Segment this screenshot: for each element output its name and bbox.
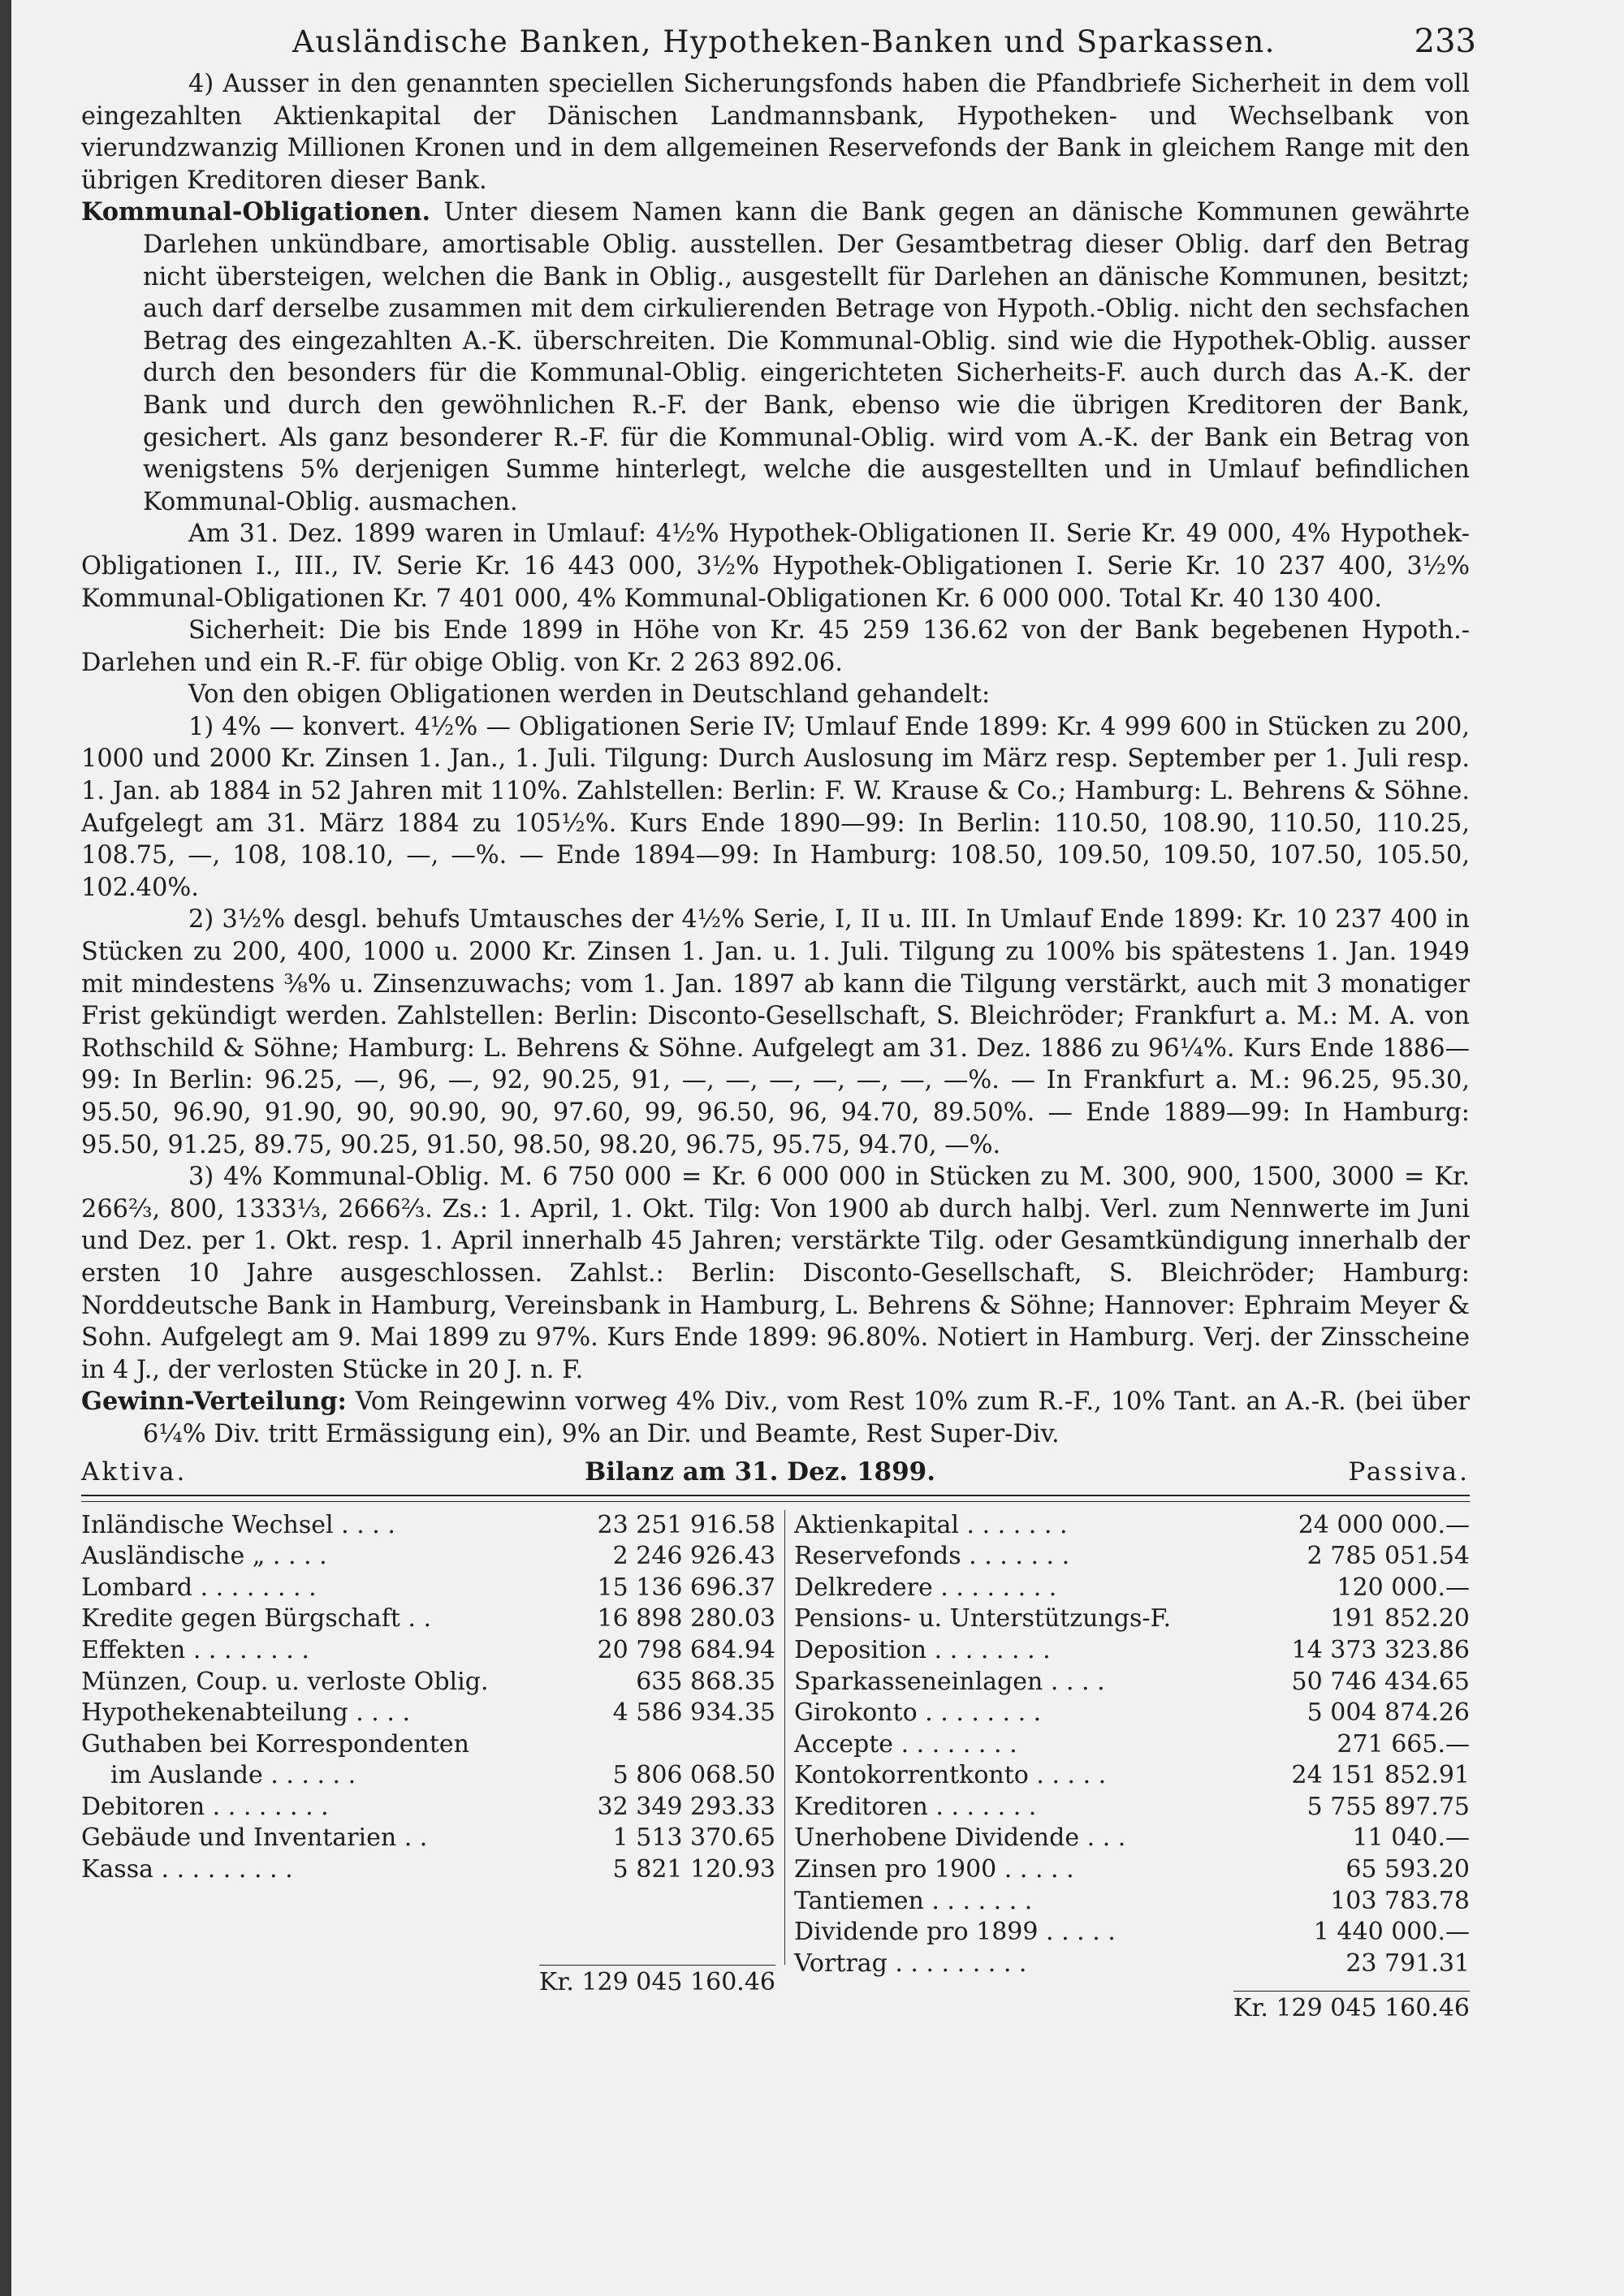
row-label: Hypothekenabteilung . . . . (81, 1698, 410, 1728)
row-label: Guthaben bei Korrespondenten (81, 1729, 469, 1759)
aktiva-heading: Aktiva. (81, 1457, 188, 1487)
row-value: 14 373 323.86 (1291, 1635, 1470, 1664)
table-row (794, 1541, 1470, 1573)
row-value: 20 798 684.94 (597, 1635, 775, 1664)
row-value: 5 806 068.50 (612, 1761, 775, 1790)
gewinn-text: Vom Reingewinn vorweg 4% Div., vom Rest 10% zum R.-F., 10% Tant. an A.-R. (bei über 6¼% Div. tritt Ermässigung ein), 9% an Dir. und Beamte, Rest Super-Div. (143, 1388, 1470, 1448)
paragraph-security: Sicherheit: Die bis Ende 1899 in Höhe von Kr. 45 259 136.62 von der Bank begebenen Hypoth.-Darlehen und ein R.-F. für obige Oblig. von Kr. 2 263 892.06. (81, 616, 1470, 677)
table-row (81, 1792, 775, 1823)
section-label-kommunal: Kommunal-Obligationen. (81, 197, 431, 227)
table-row (794, 1792, 1470, 1823)
row-label: Zinsen pro 1900 . . . . . (794, 1855, 1074, 1884)
row-value: 16 898 280.03 (597, 1604, 775, 1634)
paragraph-series-iv: 1) 4% — konvert. 4½% — Obligationen Serie IV; Umlauf Ende 1899: Kr. 4 999 600 in Stücken zu 200, 1000 und 2000 Kr. Zinsen 1. Jan., 1. Juli. Tilgung: Durch Auslosung im März resp. September per 1. Juli resp. 1. Jan. ab 1884 in 52 Jahren mit 110%. Zahlstellen: Berlin: F. W. Krause & Co.; Hamburg: L. Behrens & Söhne. Aufgelegt am 31. März 1884 zu 105½%. Kurs Ende 1890—99: In Berlin: 110.50, 108.90, 110.50, 110.25, 108.75, —, 108, 108.10, —, —%. — Ende 1894—99: In Hamburg: 108.50, 109.50, 109.50, 107.50, 105.50, 102.40%. (81, 712, 1470, 902)
row-value: 23 791.31 (1345, 1949, 1470, 1978)
row-label: Unerhobene Dividende . . . (794, 1823, 1126, 1853)
aktiva-column (81, 1510, 775, 1996)
balance-double-rule (81, 1495, 1470, 1502)
table-row (81, 1760, 775, 1792)
row-label: Girokonto . . . . . . . . (794, 1698, 1042, 1728)
row-value: 271 665.— (1337, 1729, 1470, 1759)
row-label: Dividende pro 1899 . . . . . (794, 1918, 1116, 1947)
row-label: Reservefonds . . . . . . . (794, 1542, 1070, 1571)
row-label: Kassa . . . . . . . . . (81, 1855, 293, 1884)
row-label: Kreditoren . . . . . . . (794, 1792, 1037, 1821)
row-label: Münzen, Coup. u. verloste Oblig. (81, 1667, 489, 1696)
page-number: 233 (1414, 23, 1476, 60)
paragraph-circulation: Am 31. Dez. 1899 waren in Umlauf: 4½% Hypothek-Obligationen II. Serie Kr. 49 000, 4% Hypothek-Obligationen I., III., IV. Serie Kr. 16 443 000, 3½% Hypothek-Obligationen I. Serie Kr. 10 237 400, 3½% Kommunal-Obligationen Kr. 7 401 000, 4% Kommunal-Obligationen Kr. 6 000 000. Total Kr. 40 130 400. (81, 520, 1470, 613)
table-row (794, 1510, 1470, 1542)
balance-heading (81, 1454, 1470, 1491)
kommunal-text: Unter diesem Namen kann die Bank gegen an dänische Kommunen gewährte Darlehen unkündbare, amortisable Oblig. ausstellen. Der Gesamtbetrag dieser Oblig. darf den Betrag nicht übersteigen, welchen die Bank in Oblig., ausgestellt für Darlehen an dänische Kommunen, besitzt; auch darf derselbe zusammen mit dem cirkulierenden Betrage von Hypoth.-Oblig. nicht den sechsfachen Betrag des eingezahlten A.-K. überschreiten. Die Kommunal-Oblig. sind wie die Hypothek-Oblig. ausser durch den besonders für die Kommunal-Oblig. eingerichteten Sicherheits-F. auch durch das A.-K. der Bank und durch den gewöhnlichen R.-F. der Bank, ebenso wie die übrigen Kreditoren der Bank, gesichert. Als ganz besonderer R.-F. für die Kommunal-Oblig. wird vom A.-K. der Bank ein Betrag von wenigstens 5% derjenigen Summe hinterlegt, welche die ausgestellten und in Umlauf befindlichen Kommunal-Oblig. ausmachen. (143, 198, 1470, 516)
row-value: 11 040.— (1352, 1823, 1470, 1853)
paragraph-gewinn (81, 1386, 1470, 1450)
table-row (794, 1917, 1470, 1949)
paragraph-kommunal (81, 196, 1470, 518)
running-header (81, 16, 1476, 68)
column-divider (784, 1510, 785, 1965)
paragraph-security-note: 4) Ausser in den genannten speciellen Sicherungsfonds haben die Pfandbriefe Sicherheit in dem voll eingezahlten Aktienkapital der Dänischen Landmannsbank, Hypotheken- und Wechselbank von vierundzwanzig Millionen Kronen und in dem allgemeinen Reservefonds der Bank in gleichem Range mit den übrigen Kreditoren dieser Bank. (81, 70, 1470, 195)
row-label: Kontokorrentkonto . . . . . (794, 1761, 1107, 1790)
body-text (81, 68, 1470, 1451)
passiva-total: Kr. 129 045 160.46 (1233, 1991, 1470, 2025)
table-row (81, 1729, 775, 1761)
row-label: Accepte . . . . . . . . (794, 1729, 1017, 1759)
row-value: 5 821 120.93 (612, 1855, 775, 1884)
section-label-gewinn: Gewinn-Verteilung: (81, 1387, 347, 1417)
row-value: 2 246 926.43 (612, 1542, 775, 1571)
table-row (81, 1510, 775, 1542)
row-label: Debitoren . . . . . . . . (81, 1792, 329, 1821)
table-row (81, 1854, 775, 1886)
table-row (81, 1823, 775, 1854)
row-value: 191 852.20 (1330, 1604, 1470, 1634)
row-value: 1 513 370.65 (612, 1823, 775, 1853)
table-row (794, 1698, 1470, 1729)
row-value: 50 746 434.65 (1291, 1667, 1470, 1696)
table-row (81, 1698, 775, 1729)
table-row (794, 1760, 1470, 1792)
row-label: Lombard . . . . . . . . (81, 1573, 317, 1602)
table-row (81, 1573, 775, 1604)
row-label: Deposition . . . . . . . . (794, 1635, 1051, 1664)
table-row (794, 1886, 1470, 1918)
table-row (81, 1603, 775, 1635)
table-row (794, 1635, 1470, 1667)
row-label: Vortrag . . . . . . . . . (794, 1949, 1027, 1978)
table-row (794, 1823, 1470, 1854)
table-row (794, 1573, 1470, 1604)
page (81, 16, 1476, 2022)
row-label: Delkredere . . . . . . . . (794, 1573, 1057, 1602)
row-label: Ausländische „ . . . . (81, 1542, 327, 1571)
table-row (81, 1667, 775, 1698)
table-row (794, 1854, 1470, 1886)
row-label: Gebäude und Inventarien . . (81, 1823, 428, 1853)
row-label: Aktienkapital . . . . . . . (794, 1510, 1068, 1539)
row-label: Inländische Wechsel . . . . (81, 1510, 395, 1539)
table-row (81, 1635, 775, 1667)
row-value: 23 251 916.58 (597, 1510, 775, 1539)
row-label: im Auslande . . . . . . (110, 1761, 356, 1790)
paragraph-kommunal-oblig: 3) 4% Kommunal-Oblig. M. 6 750 000 = Kr. 6 000 000 in Stücken zu M. 300, 900, 1500, 3000 = Kr. 266⅔, 800, 1333⅓, 2666⅔. Zs.: 1. April, 1. Okt. Tilg: Von 1900 ab durch halbj. Verl. zum Nennwerte im Juni und Dez. per 1. Okt. resp. 1. April innerhalb 45 Jahren; verstärkte Tilg. oder Gesamtkündigung innerhalb der ersten 10 Jahre ausgeschlossen. Zahlst.: Berlin: Disconto-Gesellschaft, S. Bleichröder; Hamburg: Norddeutsche Bank in Hamburg, Vereinsbank in Hamburg, L. Behrens & Söhne; Hannover: Ephraim Meyer & Sohn. Aufgelegt am 9. Mai 1899 zu 97%. Kurs Ende 1899: 96.80%. Notiert in Hamburg. Verj. der Zinsscheine in 4 J., der verlosten Stücke in 20 J. n. F. (81, 1163, 1470, 1384)
row-label: Tantiemen . . . . . . . (794, 1886, 1033, 1915)
table-row (794, 1667, 1470, 1698)
header-title: Ausländische Banken, Hypotheken-Banken und Sparkassen. (292, 24, 1276, 59)
row-label: Pensions- u. Unterstützungs-F. (794, 1604, 1172, 1634)
row-value: 4 586 934.35 (612, 1698, 775, 1728)
row-value: 1 440 000.— (1313, 1918, 1470, 1947)
row-value: 120 000.— (1337, 1573, 1470, 1602)
table-row (794, 1729, 1470, 1761)
table-row (794, 1603, 1470, 1635)
row-value: 24 151 852.91 (1291, 1761, 1470, 1790)
balance-title: Bilanz am 31. Dez. 1899. (585, 1457, 936, 1487)
row-value: 15 136 696.37 (597, 1573, 775, 1602)
paragraph-germany: Von den obigen Obligationen werden in Deutschland gehandelt: (188, 680, 991, 710)
table-row (81, 1541, 775, 1573)
row-value: 65 593.20 (1345, 1855, 1470, 1884)
row-label: Sparkasseneinlagen . . . . (794, 1667, 1105, 1696)
passiva-column (794, 1510, 1470, 2022)
table-row (794, 1949, 1470, 1980)
row-value: 5 755 897.75 (1307, 1792, 1470, 1821)
book-spine-shadow (0, 0, 11, 2296)
row-label: Effekten . . . . . . . . (81, 1635, 309, 1664)
aktiva-total: Kr. 129 045 160.46 (539, 1965, 775, 1999)
passiva-heading: Passiva. (1348, 1457, 1470, 1487)
row-value: 24 000 000.— (1298, 1510, 1470, 1539)
row-value: 32 349 293.33 (597, 1792, 775, 1821)
paragraph-exchange: 2) 3½% desgl. behufs Umtausches der 4½% Serie, I, II u. III. In Umlauf Ende 1899: Kr. 10 237 400 in Stücken zu 200, 400, 1000 u. 2000 Kr. Zinsen 1. Jan. u. 1. Juli. Tilgung zu 100% bis spätestens 1. Jan. 1949 mit mindestens ⅜% u. Zinsenzuwachs; vom 1. Jan. 1897 ab kann die Tilgung verstärkt, auch mit 3 monatiger Frist gekündigt werden. Zahlstellen: Berlin: Disconto-Gesellschaft, S. Bleichröder; Frankfurt a. M.: M. A. von Rothschild & Söhne; Hamburg: L. Behrens & Söhne. Aufgelegt am 31. Dez. 1886 zu 96¼%. Kurs Ende 1886—99: In Berlin: 96.25, —, 96, —, 92, 90.25, 91, —, —, —, —, —, —, —%. — In Frankfurt a. M.: 96.25, 95.30, 95.50, 96.90, 91.90, 90, 90.90, 90, 97.60, 99, 96.50, 96, 94.70, 89.50%. — Ende 1889—99: In Hamburg: 95.50, 91.25, 89.75, 90.25, 91.50, 98.50, 98.20, 96.75, 95.75, 94.70, —%. (81, 905, 1470, 1159)
row-value: 5 004 874.26 (1307, 1698, 1470, 1728)
row-value: 103 783.78 (1330, 1886, 1470, 1915)
row-value: 2 785 051.54 (1307, 1542, 1470, 1571)
row-value: 635 868.35 (636, 1667, 775, 1696)
row-label: Kredite gegen Bürgschaft . . (81, 1604, 432, 1634)
balance-sheet (81, 1502, 1470, 2022)
